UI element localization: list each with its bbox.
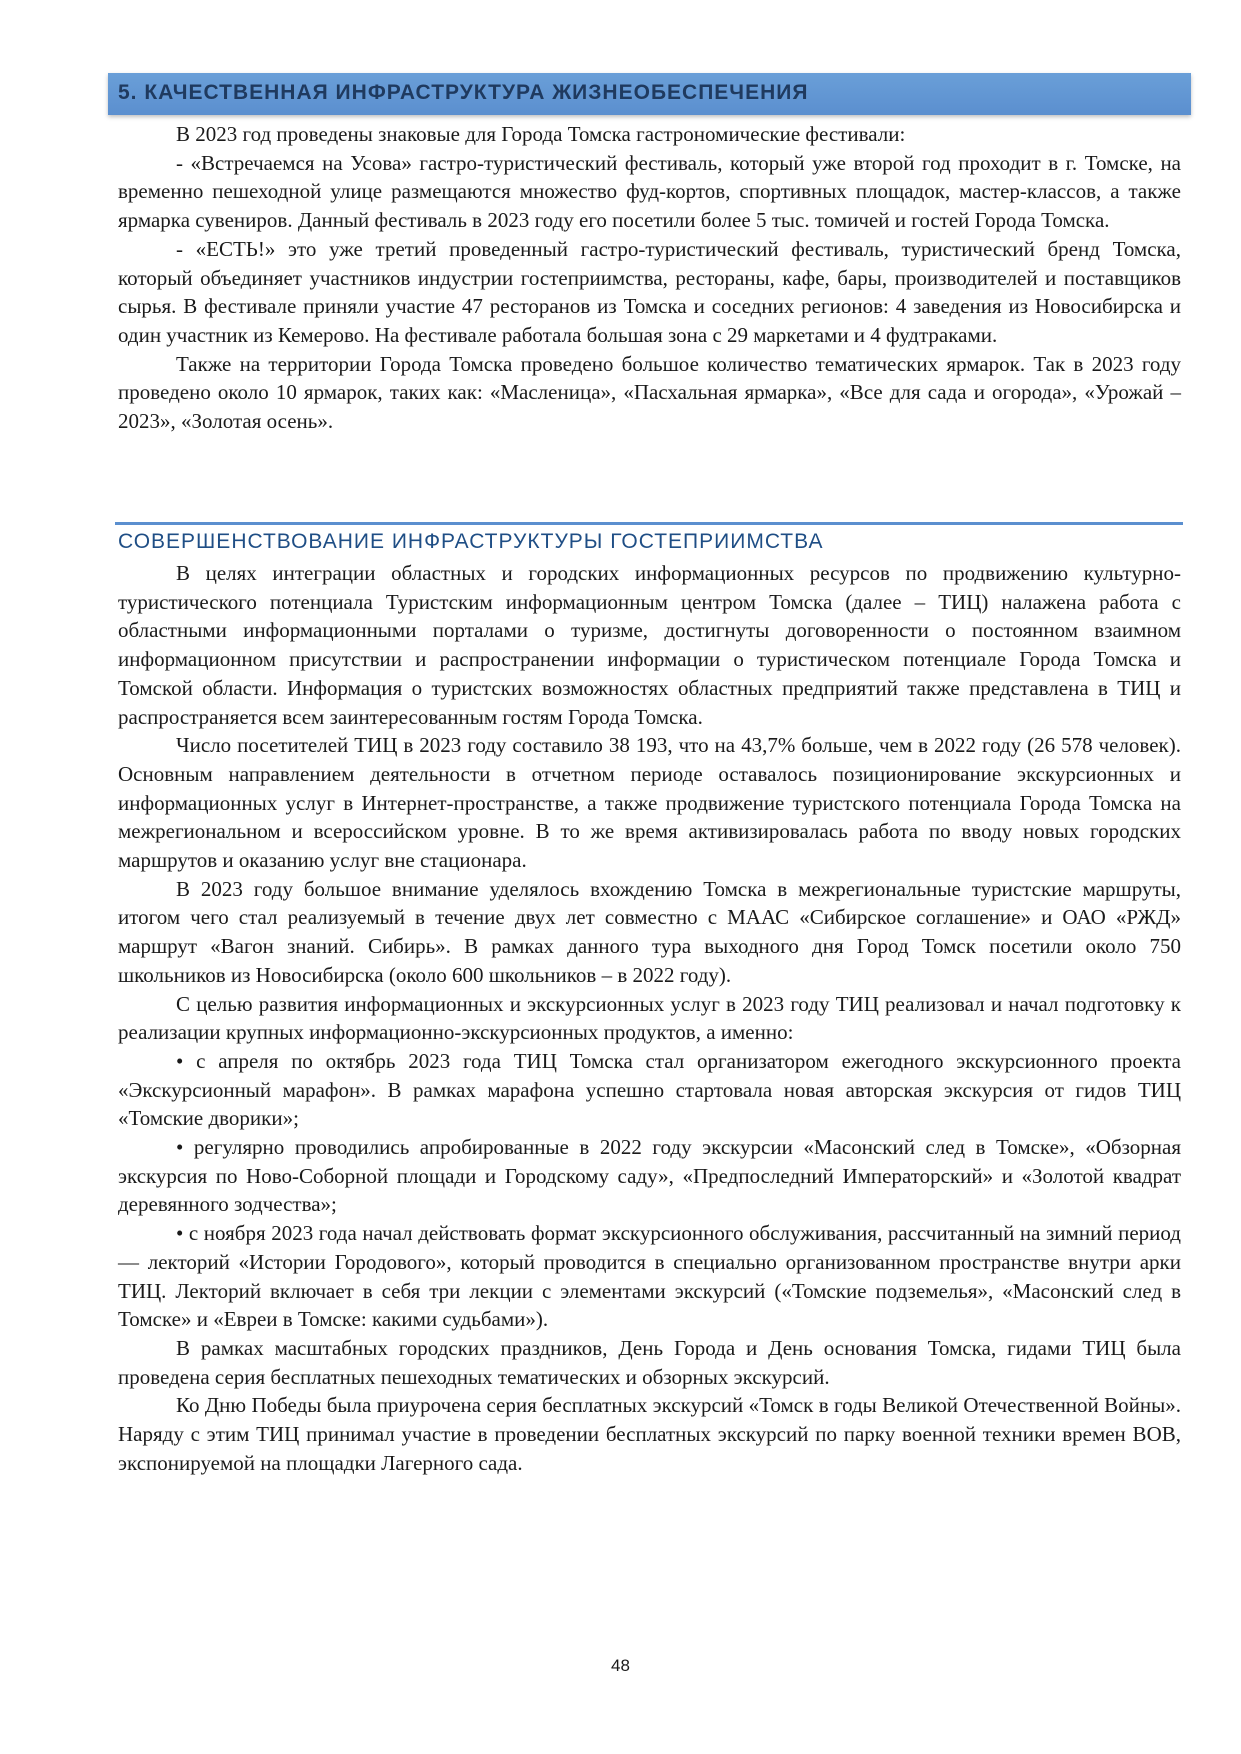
paragraph: В 2023 году большое внимание уделялось вхождению Томска в межрегиональные туристские маршруты, итогом чего стал реализуемый в течение двух лет совместно с МААС «Сибирское соглашение» и ОАО «РЖД» маршрут «Вагон знаний. Сибирь». В рамках данного тура выходного дня Город Томск посетили около 750 школьников из Новосибирска (около 600 школьников – в 2022 году). bbox=[118, 876, 1181, 987]
divider bbox=[115, 522, 1183, 525]
paragraph: В 2023 год проведены знаковые для Города Томска гастрономические фестивали: bbox=[176, 122, 906, 146]
paragraph: - «ЕСТЬ!» это уже третий проведенный гастро-туристический фестиваль, туристический бренд Томска, который объединяет участников индустрии гостеприимства, рестораны, кафе, бары, производителей и поставщиков сырья. В фестивале приняли участие 47 ресторанов из Томска и соседних регионов: 4 заведения из Новосибирска и один участник из Кемерово. На фестивале работала большая зона с 29 маркетами и 4 фудтраками. bbox=[118, 236, 1181, 347]
paragraph: Число посетителей ТИЦ в 2023 году составило 38 193, что на 43,7% больше, чем в 2022 году (26 578 человек). Основным направлением деятельности в отчетном периоде оставалось позиционирование экскурсионных и информационных услуг в Интернет-пространстве, а также продвижение туристского потенциала Города Томска на межрегиональном и всероссийском уровне. В то же время активизировалась работа по вводу новых городских маршрутов и оказанию услуг вне стационара. bbox=[118, 733, 1181, 873]
subsection-body bbox=[118, 559, 1181, 1478]
paragraph: Также на территории Города Томска проведено большое количество тематических ярмарок. Так в 2023 году проведено около 10 ярмарок, таких как: «Масленица», «Пасхальная ярмарка», «Все для сада и огорода», «Урожай – 2023», «Золотая осень». bbox=[118, 351, 1181, 434]
paragraph: Ко Дню Победы была приурочена серия бесплатных экскурсий «Томск в годы Великой Отечественной Войны». Наряду с этим ТИЦ принимал участие в проведении бесплатных экскурсий по парку военной техники времен ВОВ, экспонируемой на площадки Лагерного сада. bbox=[118, 1393, 1181, 1475]
paragraph: - «Встречаемся на Усова» гастро-туристический фестиваль, который уже второй год проходит в г. Томске, на временно пешеходной улице размещаются множество фуд-кортов, спортивных площадок, мастер-классов, а также ярмарка сувениров. Данный фестиваль в 2023 году его посетили более 5 тыс. томичей и гостей Города Томска. bbox=[118, 150, 1181, 233]
section-header: 5. КАЧЕСТВЕННАЯ ИНФРАСТРУКТУРА ЖИЗНЕОБЕСПЕЧЕНИЯ bbox=[118, 81, 809, 104]
page-number: 48 bbox=[611, 1656, 630, 1675]
section-body bbox=[118, 120, 1181, 436]
paragraph: В целях интеграции областных и городских информационных ресурсов по продвижению культурно-туристического потенциала Туристским информационным центром Томска (далее – ТИЦ) налажена работа с областными информационными порталами о туризме, достигнуты договоренности о постоянном взаимном информационном присутствии и распространении информации о туристическом потенциале Города Томска и Томской области. Информация о туристских возможностях областных предприятий также представлена в ТИЦ и распространяется всем заинтересованным гостям Города Томска. bbox=[118, 561, 1181, 729]
bullet-item: • регулярно проводились апробированные в 2022 году экскурсии «Масонский след в Томске», «Обзорная экскурсия по Ново-Соборной площади и Городскому саду», «Предпоследний Императорский» и «Золотой квадрат деревянного зодчества»; bbox=[118, 1135, 1181, 1217]
paragraph: В рамках масштабных городских праздников, День Города и День основания Томска, гидами ТИЦ была проведена серия бесплатных пешеходных тематических и обзорных экскурсий. bbox=[118, 1335, 1181, 1389]
subsection-title: СОВЕРШЕНСТВОВАНИЕ ИНФРАСТРУКТУРЫ ГОСТЕПРИИМСТВА bbox=[118, 530, 824, 553]
section-header-bar bbox=[108, 73, 1191, 115]
bullet-item: • с апреля по октябрь 2023 года ТИЦ Томска стал организатором ежегодного экскурсионного проекта «Экскурсионный марафон». В рамках марафона успешно стартовала новая авторская экскурсия от гидов ТИЦ «Томские дворики»; bbox=[118, 1048, 1181, 1131]
bullet-item: • с ноября 2023 года начал действовать формат экскурсионного обслуживания, рассчитанный на зимний период — лекторий «Истории Городового», который проводится в специально организованном пространстве внутри арки ТИЦ. Лекторий включает в себя три лекции с элементами экскурсий («Томские подземелья», «Масонский след в Томске» и «Евреи в Томске: какими судьбами»). bbox=[118, 1221, 1181, 1332]
paragraph: С целью развития информационных и экскурсионных услуг в 2023 году ТИЦ реализовал и начал подготовку к реализации крупных информационно-экскурсионных продуктов, а именно: bbox=[118, 991, 1181, 1045]
